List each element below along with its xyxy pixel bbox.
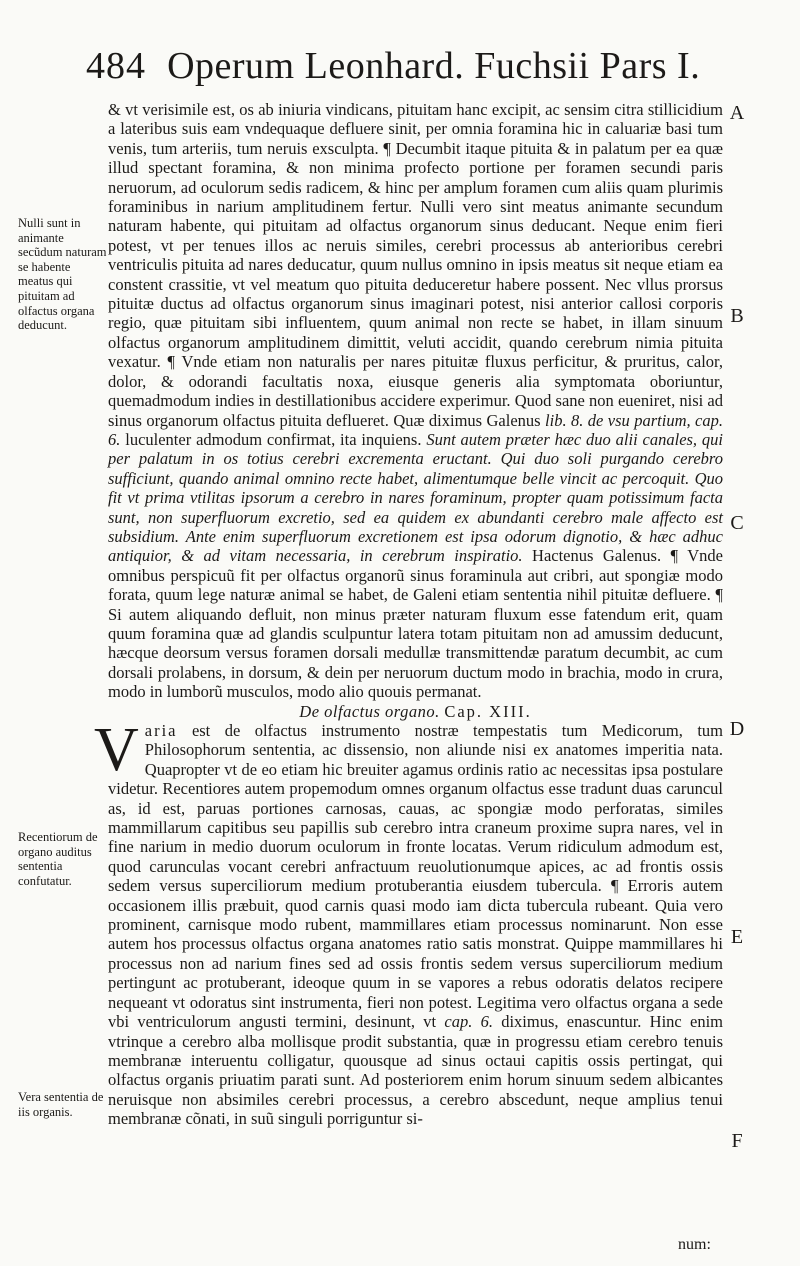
- page-number: 484: [86, 45, 146, 87]
- paragraph-1: [108, 100, 723, 702]
- paragraph-2-text: est de olfactus instrumento nostræ tempestatis tum Medicorum, tum Philosophorum sententia, ac dissensio, non aliunde nisi ex anatomes imperitia nata. Quapropter vt de eo etiam hic breuiter agamus ordinis ratio ac necessitas ipsa postulare videtur. Recentiores autem propemodum omnes organum olfactus esse tradunt duas caruncul as, id est, paruas portiones carnosas, cauas, ac spongiæ modo perforatas, similes mammillarum capitibus seu papillis sub cerebro intra craneum proxime supra nares, vel in fine narium in medio duorum oculorum in fronte locatas. Verum ridiculum admodum est, quod carunculas vocant cerebri anfractuum reuolutionumque apices, ac ad frontis ossis sedem versus superciliorum medium protuberantia eiusdem tubercula. ¶ Erroris autem occasionem illis præbuit, quod carnis quasi modo iam dicta tubercula rubeant. Quia vero prominent, carnisque modo rubent, mammillares etiam processus nominarunt. Non esse autem hos processus olfactus organa anatomes ratio satis monstrat. Quippe mammillares hi processus non ad narium fines sed ad ossis frontis sedem versus superciliorum medium pertingunt ac protuberant, ideoque quum in se vapores a rebus odoratis delatos recipere nequeant vt odoratus sint instrumenta, fieri non potest. Legitima vero olfactus organa a sede vbi ventriculorum angusti termini, desinunt, vt: [108, 721, 723, 1032]
- paragraph-2-end: diximus, enascuntur. Hinc enim vtrinque a cerebro alba mollisque prodit substantia, quæ in progressu etiam cerebro tenuis membranæ interuentu colligatur, quousque ad sinus octaui capitis ossis pertingat, qui olfactus organis priuatim parati sunt. Ad posteriorem enim horum sinuum sedem albicantes neruisque non absimiles cerebri processus, a cerebro abscedunt, neque amplius tenui membranæ cõnati, in suũ singuli porriguntur si-: [108, 1012, 723, 1129]
- chapter-heading: [108, 702, 723, 721]
- paragraph-1-end: Hactenus Galenus. ¶ Vnde omnibus perspicuũ fit per olfactus organorũ sinus foraminula aut cribri, aut spongiæ modo forata, quum lege naturæ animal se habet, de Galeni etiam sententia nihil pituitæ defluere. ¶ Si autem aliquando defluit, non minus præter naturam fluxum esse fatendum erit, quam quum foramina quæ ad glandis sculpuntur latera totam pituitam non ad amussim deducunt, hæcque deorsum versus foramen dorsali medullæ transmittendæ paratum decumbit, ac cum dorsali prolabens, in dorsum, & dein per neruorum ductum modo in brachia, modo in crura, modo in lumborũ musculos, modo alio quouis permanat.: [108, 546, 723, 702]
- section-letter-a: A: [729, 102, 745, 124]
- paragraph-1-continuation: luculenter admodum confirmat, ita inquiens.: [120, 429, 422, 449]
- paragraph-1-text: & vt verisimile est, os ab iniuria vindicans, pituitam hanc excipit, ac sensim citra stillicidium a lateribus suis eam vndequaque defluere sinit, per omnia foramina hic in caluariæ basi tum venis, tum arteriis, tum neruis exsculpta. ¶ Decumbit itaque pituita & in palatum per ea quæ illud spectant foramina, & non minima profecto portione per foramen secundi paris neruorum, ad oculorum sedis radicem, & hinc per amplum foramen cum aliis quam plurimis foraminibus in narium amplitudinem fertur. Nulli vero sint meatus animante secundum naturam habente, qui pituitam ad olfactus organorum sinus deducant. Neque enim fieri potest, vt per tenues illos ac neruis similes, cerebri processus ab anterioribus cerebri ventriculis pituita ad nares deducatur, quum nullus omnino in ipsis meatus sit neque etiam ea constent crassitie, vt vel meatum quo pituita deduceretur habere possent. Nec vllus prorsus pituitæ ductus ad olfactus organorum sinus imaginari potest, nisi anterior callosi corporis regio, quæ pituitam sibi influentem, quum animal non recte se habet, in illam sinuum olfactus organorum amplitudinem dimittit, veluti accidit, quando cerebrum nimia pituita vexatur. ¶ Vnde etiam non naturalis per nares pituitæ fluxus perficitur, & pruritus, calor, dolor, & odorandi facultatis noxa, eiusque generis alia symptomata oboriuntur, quemadmodum indies in destillationibus accidere experimur. Quod sane non eueniret, nisi ad sinus organorum olfactus pituita deflueret. Quæ diximus Galenus: [108, 100, 723, 430]
- galen-quotation: Sunt autem præter hæc duo alii canales, qui per palatum in os totius cerebri excrementa eructant. Qui duo soli purgando cerebro sufficiunt, quando animal omnino recte habet, alimentumque belle vincit ac percoquit. Quo fit vt prima vtilitas ipsorum a cerebro in nares foraminum, propter quam potissimum facta sunt, non superfluorum excretio, sed ea quidem ex abundanti cerebro male affecto est subsidium. Ante enim superfluorum excretionem est ipsa odorum dignotio, & hæc adhuc antiquior, & ad vitam necessaria, in cerebrum inspiratio.: [108, 429, 724, 566]
- page-header: [86, 44, 726, 92]
- marginal-note-1: Nulli sunt in animante secũdum naturam se habente meatus qui pituitam ad olfactus organa deducunt.: [18, 216, 107, 333]
- marginal-note-3: Vera sententia de iis organis.: [18, 1090, 104, 1119]
- section-letter-d: D: [729, 718, 745, 740]
- section-letter-e: E: [730, 926, 744, 948]
- chapter-reference: cap. 6.: [444, 1012, 493, 1032]
- section-letter-c: C: [730, 512, 744, 534]
- section-letter-b: B: [730, 305, 744, 327]
- running-title: Operum Leonhard. Fuchsii Pars I.: [167, 45, 701, 87]
- catchword: num:: [678, 1236, 711, 1253]
- section-letter-f: F: [731, 1130, 743, 1152]
- paragraph-2-lead: aria: [144, 721, 178, 740]
- chapter-number: Cap. XIII.: [444, 701, 532, 721]
- paragraph-2: [94, 716, 723, 1129]
- drop-cap: V: [94, 716, 139, 784]
- marginal-note-2: Recentiorum de organo auditus sententia confutatur.: [18, 830, 98, 888]
- galen-reference: lib. 8. de vsu partium, cap. 6.: [108, 410, 723, 449]
- chapter-title: De olfactus organo.: [299, 701, 440, 721]
- main-text: [94, 100, 724, 1129]
